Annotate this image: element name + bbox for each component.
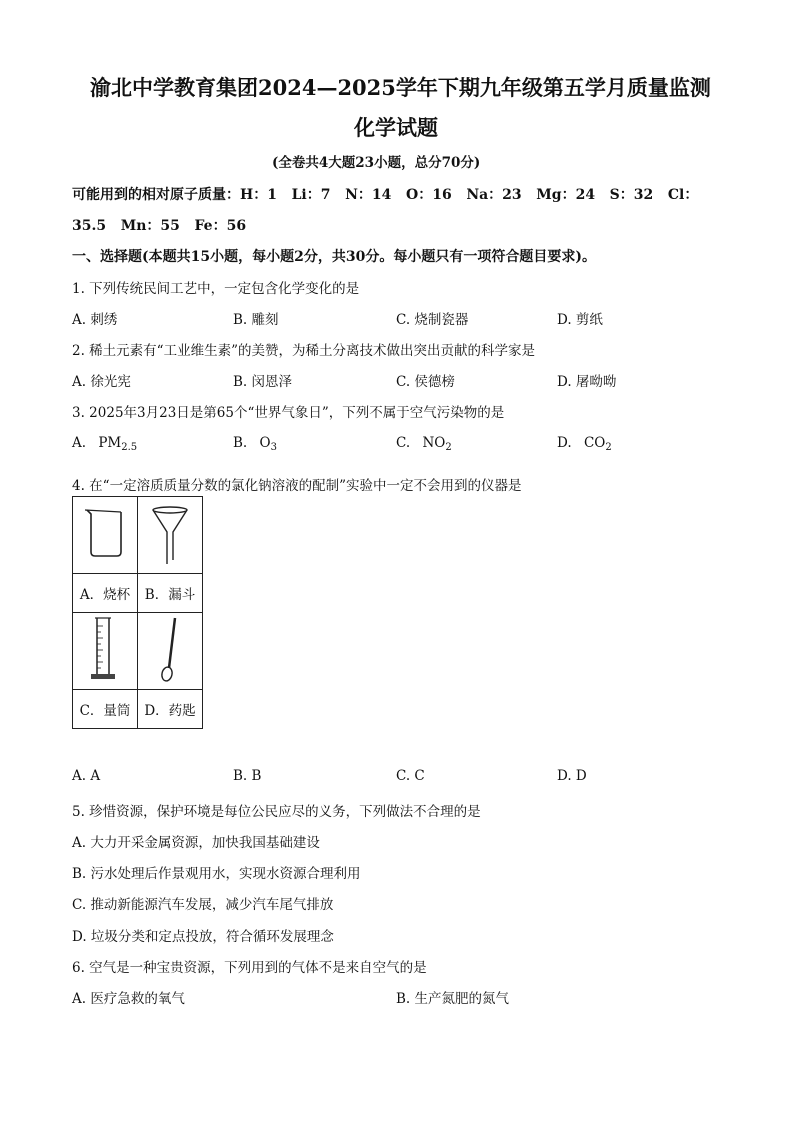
cylinder-cell <box>73 613 138 690</box>
q1-option-a[interactable]: A. 刺绣 <box>72 312 118 328</box>
q3-option-a-label: A. <box>72 435 87 451</box>
medicine-spoon-icon <box>142 614 198 684</box>
q3-option-d-subscript: 2 <box>605 442 612 453</box>
q3-option-a[interactable] <box>72 435 137 453</box>
exam-title: 渝北中学教育集团2024—2025学年下期九年级第五学月质量监测 <box>90 75 711 100</box>
q4-option-c[interactable]: C. C <box>396 768 425 784</box>
section-heading: 一、选择题(本题共15小题，每小题2分，共30分。每小题只有一项符合题目要求)。 <box>72 249 596 265</box>
q3-option-a-formula: PM <box>98 435 122 451</box>
atomic-masses-line2: 35.5 Mn：55 Fe：56 <box>72 218 247 234</box>
q1-option-c[interactable]: C. 烧制瓷器 <box>396 312 469 328</box>
q2-option-b[interactable]: B. 闵恩泽 <box>233 374 293 390</box>
q2-option-a[interactable]: A. 徐光宪 <box>72 374 131 390</box>
q5-option-d[interactable]: D. 垃圾分类和定点投放，符合循环发展理念 <box>72 929 334 945</box>
funnel-icon <box>142 500 198 566</box>
q1-option-b[interactable]: B. 雕刻 <box>233 312 279 328</box>
q3-option-a-subscript: 2.5 <box>121 442 138 453</box>
q3-option-c-label: C. <box>396 435 411 451</box>
question-6-stem: 6. 空气是一种宝贵资源，下列用到的气体不是来自空气的是 <box>72 960 427 976</box>
question-1-stem: 1. 下列传统民间工艺中，一定包含化学变化的是 <box>72 281 360 297</box>
q2-option-c[interactable]: C. 侯德榜 <box>396 374 455 390</box>
label-funnel: B．漏斗 <box>138 574 203 613</box>
q5-option-a[interactable]: A. 大力开采金属资源，加快我国基础建设 <box>72 835 320 851</box>
q3-option-b[interactable] <box>233 435 277 453</box>
beaker-icon <box>77 500 133 566</box>
exam-subject: 化学试题 <box>354 115 438 140</box>
graduated-cylinder-icon <box>77 614 133 684</box>
q3-option-d-label: D. <box>557 435 572 451</box>
q3-option-c-subscript: 2 <box>445 442 452 453</box>
q3-option-d[interactable] <box>557 435 612 453</box>
question-3-stem: 3. 2025年3月23日是第65个“世界气象日”，下列不属于空气污染物的是 <box>72 405 505 421</box>
q3-option-d-formula: CO <box>583 435 606 451</box>
q4-option-b[interactable]: B. B <box>233 768 262 784</box>
label-spoon: D．药匙 <box>138 690 203 729</box>
atomic-masses-line1: 可能用到的相对原子质量：H：1 Li：7 N：14 O：16 Na：23 Mg：24 S：32 Cl： <box>72 187 699 203</box>
q6-option-a[interactable]: A. 医疗急救的氧气 <box>72 991 185 1007</box>
q5-option-b[interactable]: B. 污水处理后作景观用水，实现水资源合理利用 <box>72 866 361 882</box>
apparatus-table <box>72 496 203 729</box>
question-2-stem: 2. 稀土元素有“工业维生素”的美赞，为稀土分离技术做出突出贡献的科学家是 <box>72 343 535 359</box>
spoon-cell <box>138 613 203 690</box>
exam-info: (全卷共4大题23小题，总分70分) <box>272 155 481 171</box>
question-4-stem: 4. 在“一定溶质质量分数的氯化钠溶液的配制”实验中一定不会用到的仪器是 <box>72 478 522 494</box>
q3-option-b-formula: O <box>259 435 271 451</box>
q4-option-d[interactable]: D. D <box>557 768 587 784</box>
label-cylinder: C．量筒 <box>73 690 138 729</box>
q1-option-d[interactable]: D. 剪纸 <box>557 312 603 328</box>
q5-option-c[interactable]: C. 推动新能源汽车发展，减少汽车尾气排放 <box>72 897 334 913</box>
q3-option-b-subscript: 3 <box>270 442 277 453</box>
q3-option-c-formula: NO <box>422 435 446 451</box>
q3-option-b-label: B. <box>233 435 248 451</box>
question-5-stem: 5. 珍惜资源，保护环境是每位公民应尽的义务，下列做法不合理的是 <box>72 804 481 820</box>
label-beaker: A．烧杯 <box>73 574 138 613</box>
q6-option-b[interactable]: B. 生产氮肥的氮气 <box>396 991 510 1007</box>
q3-option-c[interactable] <box>396 435 452 453</box>
q2-option-d[interactable]: D. 屠呦呦 <box>557 374 617 390</box>
q4-option-a[interactable]: A. A <box>72 768 101 784</box>
beaker-cell <box>73 497 138 574</box>
funnel-cell <box>138 497 203 574</box>
